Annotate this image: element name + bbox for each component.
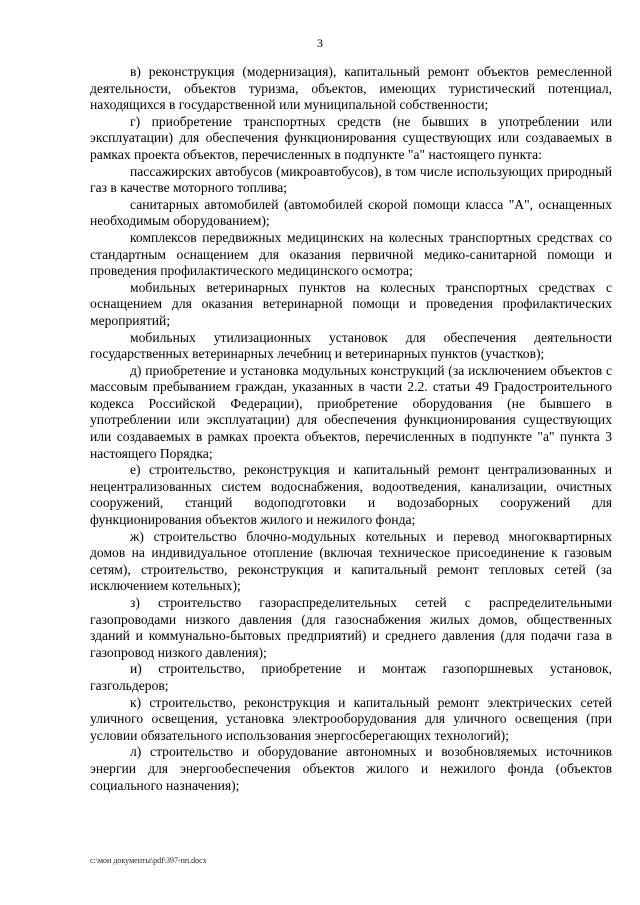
footer-file-path: c:\мои документы\pdf\397-пп.docx <box>90 856 207 865</box>
paragraph-item-v: в) реконструкция (модернизация), капитальный ремонт объектов ремесленной деятельности, объектов туризма, объектов, имеющих туристический потенциал, находящихся в государственной или муниципальной собственности; <box>90 64 612 113</box>
paragraph-buses: пассажирских автобусов (микроавтобусов), в том числе использующих природный газ в качестве моторного топлива; <box>90 163 612 196</box>
paragraph-item-z: з) строительство газораспределительных сетей с распределительными газопроводами низкого давления (для газоснабжения жилых домов, общественных зданий и коммунально-бытовых предприятий) и среднего давления (для подачи газа в газопровод низкого давления); <box>90 595 612 660</box>
document-body <box>90 64 612 794</box>
paragraph-item-e: е) строительство, реконструкция и капитальный ремонт централизованных и нецентрализованных систем водоснабжения, водоотведения, канализации, очистных сооружений, станций водоподготовки и водозаборных сооружений для функционирования объектов жилого и нежилого фонда; <box>90 462 612 528</box>
paragraph-mobile-veterinary: мобильных ветеринарных пунктов на колесных транспортных средствах с оснащением для оказания ветеринарной помощи и проведения профилактических мероприятий; <box>90 279 612 328</box>
paragraph-utilization-units: мобильных утилизационных установок для обеспечения деятельности государственных ветеринарных лечебниц и ветеринарных пунктов (участков); <box>90 329 612 362</box>
paragraph-ambulances: санитарных автомобилей (автомобилей скорой помощи класса "А", оснащенных необходимым оборудованием); <box>90 196 612 229</box>
paragraph-item-k: к) строительство, реконструкция и капитальный ремонт электрических сетей уличного освещения, установка электрооборудования для уличного освещения (при условии обязательного использования энергосберегающих технологий); <box>90 694 612 743</box>
paragraph-item-l: л) строительство и оборудование автономных и возобновляемых источников энергии для энергообеспечения объектов жилого и нежилого фонда (объектов социального назначения); <box>90 744 612 793</box>
page-number: 3 <box>317 36 323 50</box>
paragraph-item-zh: ж) строительство блочно-модульных котельных и перевод многоквартирных домов на индивидуальное отопление (включая техническое присоединение к газовым сетям), строительство, реконструкция и капитальный ремонт тепловых сетей (за исключением котельных); <box>90 528 612 594</box>
paragraph-item-d: д) приобретение и установка модульных конструкций (за исключением объектов с массовым пребыванием граждан, указанных в части 2.2. статьи 49 Градостроительного кодекса Российской Федерации), приобретение оборудования (не бывшего в употреблении или эксплуатации) для обеспечения функционирования существующих или создаваемых в рамках проекта объектов, перечисленных в подпункте "а" пункта 3 настоящего Порядка; <box>90 362 612 461</box>
paragraph-item-g: г) приобретение транспортных средств (не бывших в употреблении или эксплуатации) для обеспечения функционирования существующих или создаваемых в рамках проекта объектов, перечисленных в подпункте "а" настоящего пункта: <box>90 113 612 162</box>
paragraph-item-i: и) строительство, приобретение и монтаж газопоршневых установок, газгольдеров; <box>90 661 612 693</box>
paragraph-mobile-medical: комплексов передвижных медицинских на колесных транспортных средствах со стандартным оснащением для оказания первичной медико-санитарной помощи и проведения профилактического медицинского осмотра; <box>90 229 612 279</box>
